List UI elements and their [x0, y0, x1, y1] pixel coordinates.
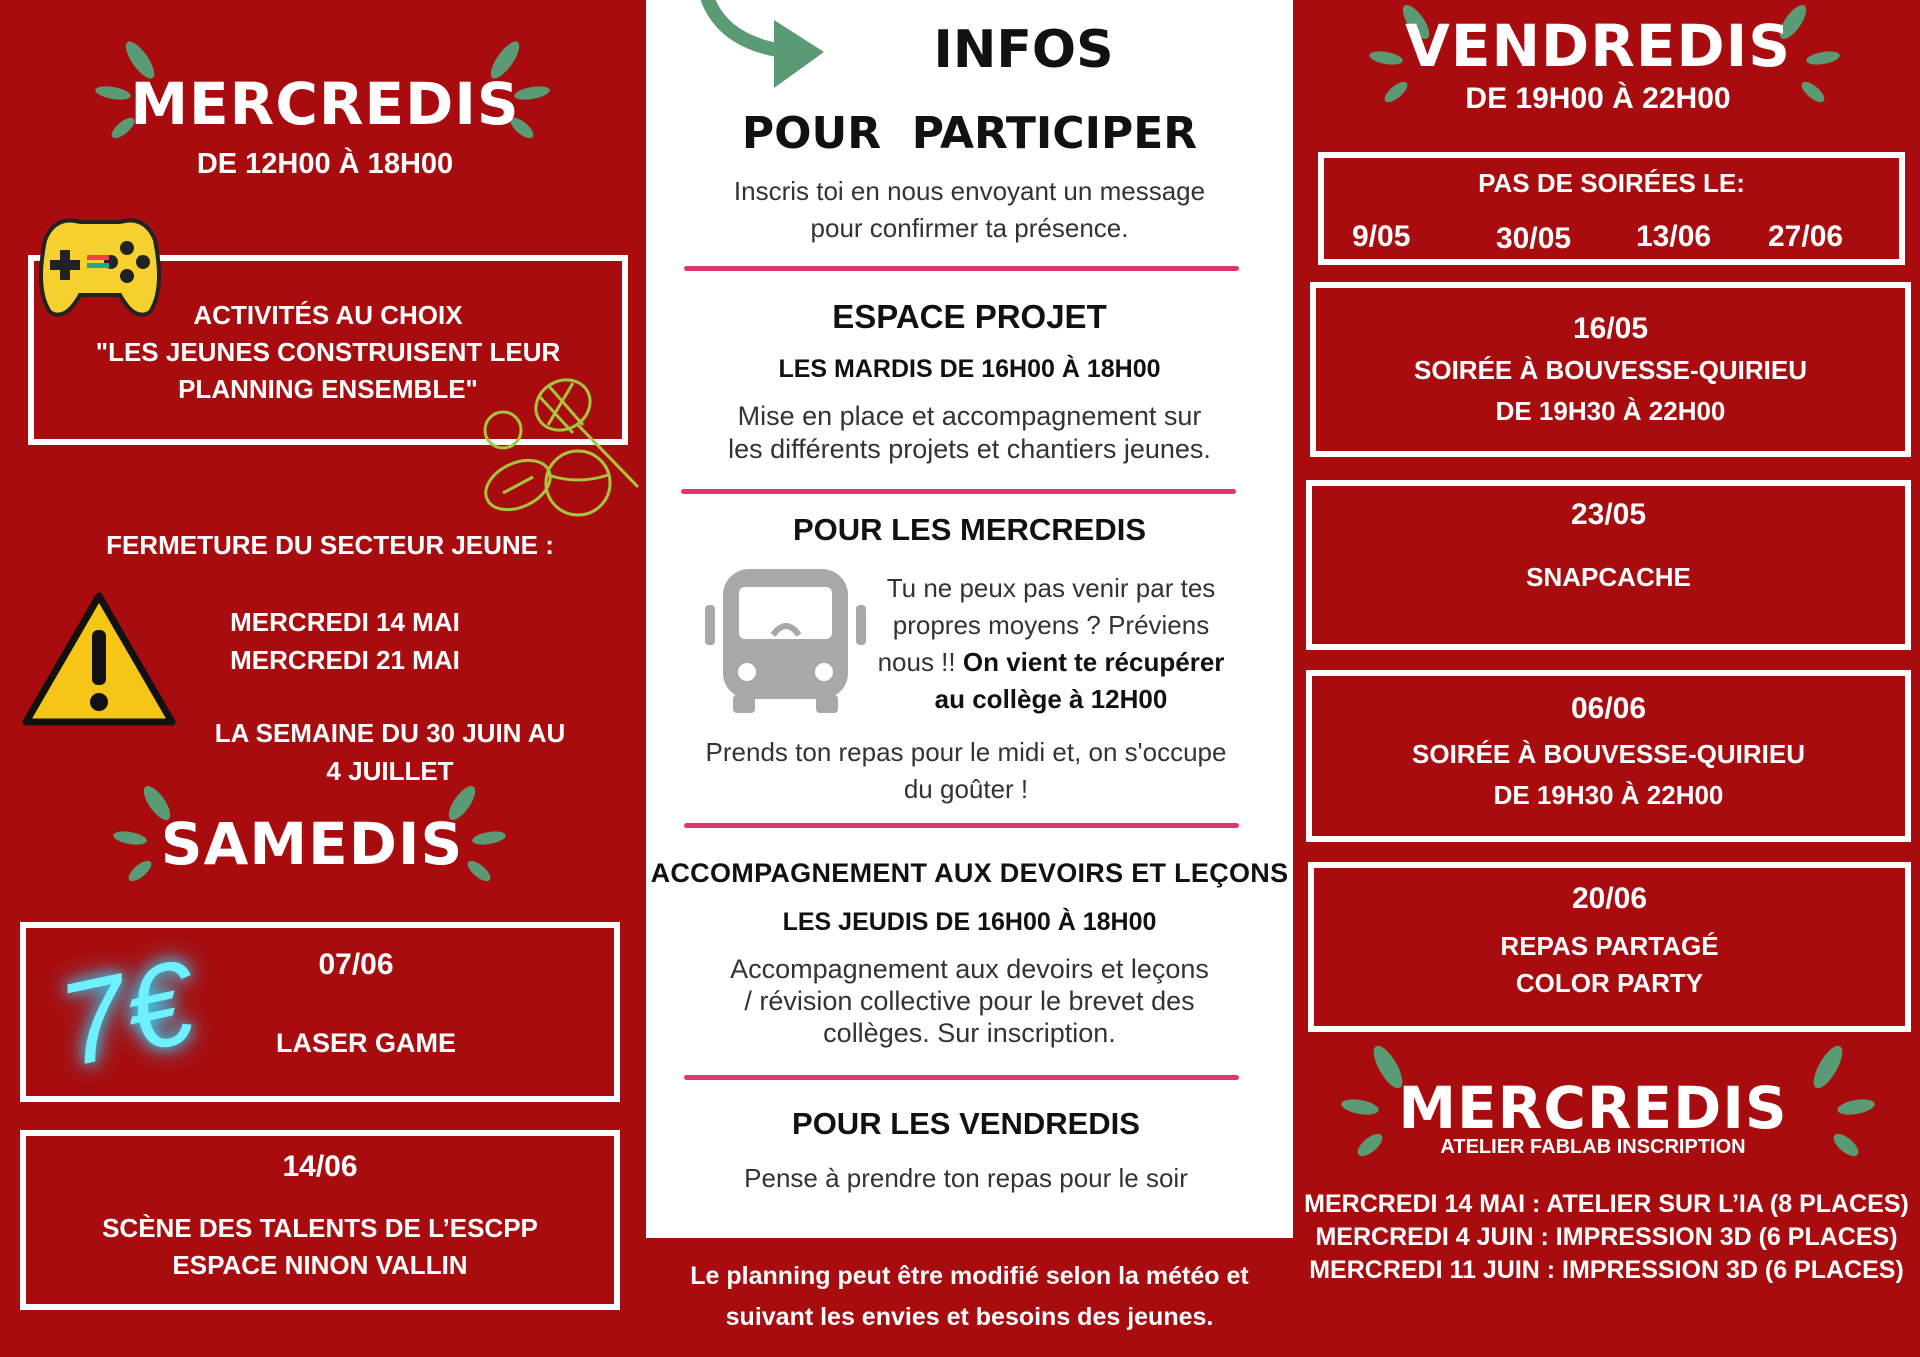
divider	[681, 489, 1236, 494]
event-date: 23/05	[1570, 498, 1647, 531]
event-title: LASER GAME	[275, 1028, 456, 1058]
closure-title: FERMETURE DU SECTEUR JEUNE :	[106, 530, 554, 560]
event-line: SOIRÉE À BOUVESSE-QUIRIEU	[1414, 355, 1807, 385]
bus-icon	[703, 565, 868, 720]
participate-text: pour confirmer ta présence.	[810, 213, 1129, 243]
friday-hours: DE 19H00 À 22H00	[1465, 82, 1731, 115]
saturday-title: SAMEDIS	[160, 810, 464, 878]
event-date: 06/06	[1570, 692, 1647, 725]
meal-text: Prends ton repas pour le midi et, on s'occupe	[705, 737, 1227, 767]
homework-text: Accompagnement aux devoirs et leçons	[730, 954, 1209, 984]
activities-line: PLANNING ENSEMBLE"	[178, 374, 478, 404]
fablab-title: MERCREDIS	[1398, 1074, 1788, 1142]
activities-line: ACTIVITÉS AU CHOIX	[193, 300, 463, 330]
friday-event-box	[1308, 862, 1911, 1032]
footer-note	[646, 1238, 1293, 1357]
no-evening-date: 30/05	[1496, 222, 1572, 255]
project-hours: LES MARDIS DE 16H00 À 18H00	[778, 355, 1161, 383]
participate-text: Inscris toi en nous envoyant un message	[733, 176, 1206, 206]
friday-event-box	[1310, 282, 1911, 457]
wednesday-info-text: propres moyens ? Préviens	[892, 610, 1210, 640]
closure-week: 4 JUILLET	[326, 756, 454, 786]
wednesday-info-title: POUR LES MERCREDIS	[792, 512, 1147, 547]
event-date: 16/05	[1572, 312, 1649, 345]
gamepad-icon	[25, 200, 175, 325]
homework-text: / révision collective pour le brevet des	[744, 986, 1195, 1016]
wednesday-title: MERCREDIS	[130, 70, 520, 138]
homework-text: collèges. Sur inscription.	[823, 1018, 1116, 1048]
saturday-event-box	[20, 922, 620, 1102]
event-date: 20/06	[1571, 882, 1648, 915]
no-evening-date: 13/06	[1636, 220, 1712, 253]
project-title: ESPACE PROJET	[832, 298, 1107, 335]
event-line: SCÈNE DES TALENTS DE L’ESCPP	[102, 1213, 538, 1243]
fablab-subtitle: ATELIER FABLAB INSCRIPTION	[1440, 1136, 1746, 1158]
event-line: COLOR PARTY	[1515, 968, 1704, 998]
event-line: SOIRÉE À BOUVESSE-QUIRIEU	[1412, 739, 1805, 769]
project-text: les différents projets et chantiers jeunes.	[728, 434, 1211, 464]
activities-line: "LES JEUNES CONSTRUISENT LEUR	[95, 337, 561, 367]
no-evening-date: 27/06	[1768, 220, 1844, 253]
divider	[684, 1075, 1239, 1080]
left-panel	[0, 0, 646, 1357]
friday-title: VENDREDIS	[1405, 12, 1791, 80]
event-line: ESPACE NINON VALLIN	[172, 1250, 468, 1280]
event-line: SNAPCACHE	[1526, 562, 1691, 592]
pickup-highlight: On vient te récupérer	[962, 647, 1225, 677]
no-evening-date: 9/05	[1352, 220, 1411, 253]
divider	[684, 266, 1239, 271]
fablab-item: MERCREDI 11 JUIN : IMPRESSION 3D (6 PLACES)	[1309, 1256, 1904, 1284]
footer-line: suivant les envies et besoins des jeunes.	[725, 1303, 1214, 1331]
homework-title: ACCOMPAGNEMENT AUX DEVOIRS ET LEÇONS	[650, 858, 1289, 888]
closure-week: LA SEMAINE DU 30 JUIN AU	[214, 718, 566, 748]
wednesday-info-text: nous !!	[877, 647, 963, 677]
no-evenings-box	[1318, 152, 1905, 265]
footer-line: Le planning peut être modifié selon la météo et	[690, 1262, 1249, 1290]
friday-info-text: Pense à prendre ton repas pour le soir	[744, 1163, 1188, 1193]
right-panel	[1293, 0, 1920, 1357]
friday-event-box	[1306, 670, 1911, 842]
infos-title: INFOS	[933, 20, 1114, 80]
event-date: 14/06	[282, 1150, 358, 1183]
participate-title: POUR PARTICIPER	[741, 108, 1198, 159]
pickup-highlight: au collège à 12H00	[934, 684, 1168, 714]
friday-info-title: POUR LES VENDREDIS	[792, 1106, 1140, 1141]
closure-date: MERCREDI 21 MAI	[230, 645, 460, 675]
meal-text: du goûter !	[903, 774, 1029, 804]
sports-balls-icon	[478, 375, 643, 525]
wednesday-hours: DE 12H00 À 18H00	[196, 148, 454, 180]
closure-date: MERCREDI 14 MAI	[230, 607, 460, 637]
divider	[684, 823, 1239, 828]
homework-hours: LES JEUDIS DE 16H00 À 18H00	[782, 908, 1157, 936]
event-line: REPAS PARTAGÉ	[1500, 931, 1719, 961]
fablab-item: MERCREDI 14 MAI : ATELIER SUR L’IA (8 PLACES)	[1304, 1190, 1909, 1218]
warning-icon	[22, 590, 177, 728]
wednesday-info-text: Tu ne peux pas venir par tes	[886, 573, 1216, 603]
event-date: 07/06	[318, 948, 394, 981]
price-badge: 7€	[48, 935, 205, 1093]
saturday-event-box	[20, 1130, 620, 1310]
no-evenings-title: PAS DE SOIRÉES LE:	[1478, 168, 1745, 198]
friday-event-box	[1306, 480, 1911, 650]
fablab-item: MERCREDI 4 JUIN : IMPRESSION 3D (6 PLACES)	[1315, 1223, 1898, 1251]
event-line: DE 19H30 À 22H00	[1495, 396, 1726, 426]
project-text: Mise en place et accompagnement sur	[737, 401, 1202, 431]
event-line: DE 19H30 À 22H00	[1493, 780, 1724, 810]
info-panel	[646, 0, 1293, 1357]
curved-arrow-icon	[696, 0, 826, 95]
